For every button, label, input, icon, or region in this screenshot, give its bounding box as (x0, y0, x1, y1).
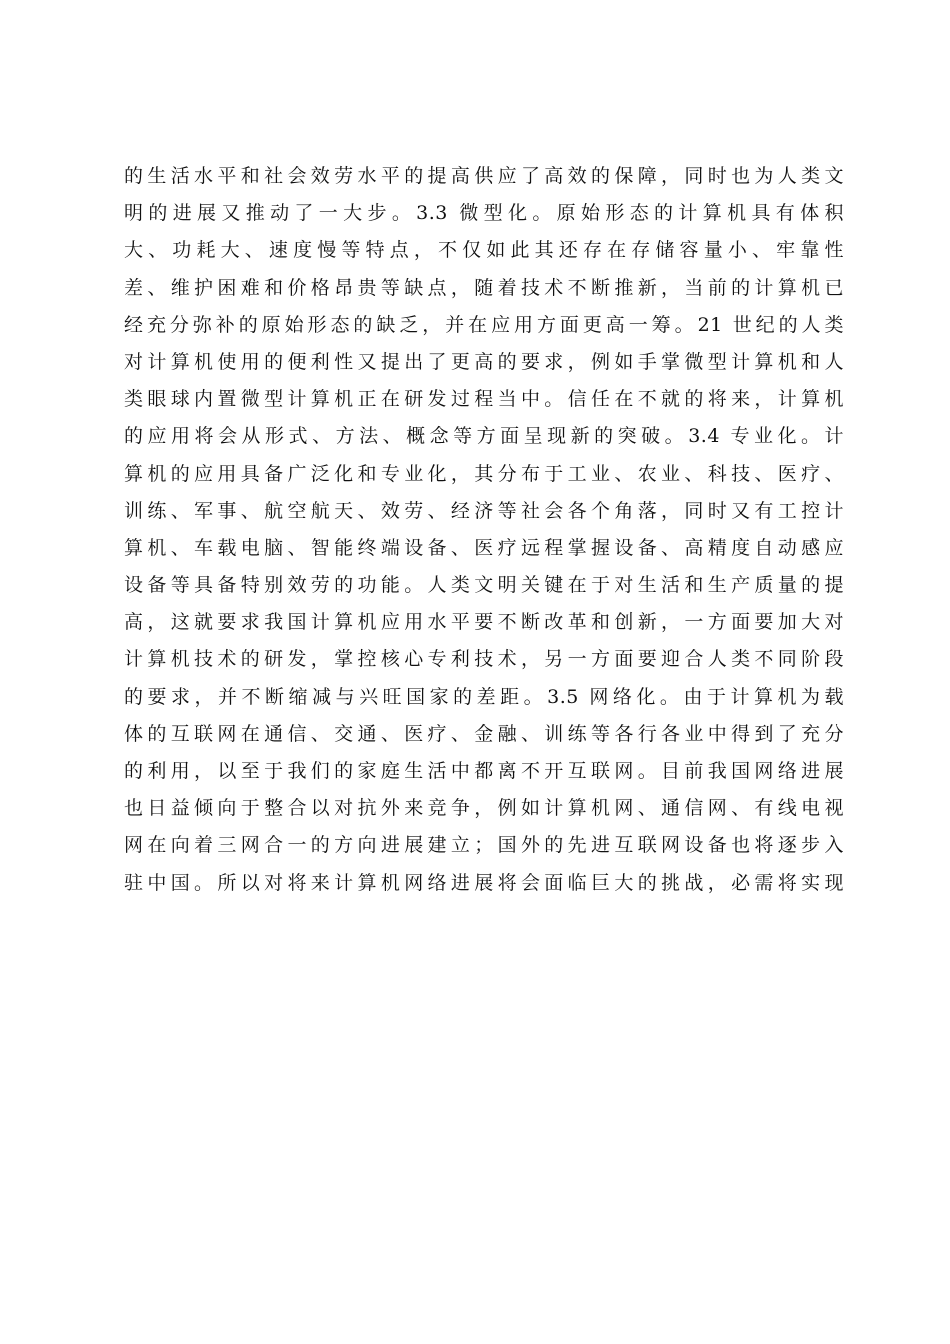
text-line: 算机、车载电脑、智能终端设备、医疗远程掌握设备、高精度自动感应 (124, 536, 844, 559)
text-line: 体的互联网在通信、交通、医疗、金融、训练等各行各业中得到了充分 (124, 722, 844, 745)
text-line: 训练、军事、航空航天、效劳、经济等社会各个角落，同时又有工控计 (124, 499, 844, 522)
text-line: 设备等具备特别效劳的功能。人类文明关键在于对生活和生产质量的提 (124, 574, 844, 597)
text-line: 差、维护困难和价格昂贵等缺点，随着技术不断推新，当前的计算机已 (124, 276, 844, 299)
text-line: 的要求，并不断缩减与兴旺国家的差距。3.5 网络化。由于计算机为载 (124, 685, 844, 708)
text-line: 驻中国。所以对将来计算机网络进展将会面临巨大的挑战，必需将实现 (124, 871, 844, 894)
text-line: 的生活水平和社会效劳水平的提高供应了高效的保障，同时也为人类文 (124, 165, 844, 187)
text-line: 对计算机使用的便利性又提出了更高的要求，例如手掌微型计算机和人 (124, 350, 844, 373)
text-line: 也日益倾向于整合以对抗外来竞争，例如计算机网、通信网、有线电视 (124, 797, 844, 820)
text-line: 高，这就要求我国计算机应用水平要不断改革和创新，一方面要加大对 (124, 611, 844, 634)
text-line: 计算机技术的研发，掌控核心专利技术，另一方面要迎合人类不同阶段 (124, 648, 844, 671)
text-line: 的应用将会从形式、方法、概念等方面呈现新的突破。3.4 专业化。计 (124, 425, 844, 448)
body-text (124, 158, 844, 902)
text-line: 经充分弥补的原始形态的缺乏，并在应用方面更高一筹。21 世纪的人类 (124, 313, 844, 336)
text-line: 算机的应用具备广泛化和专业化，其分布于工业、农业、科技、医疗、 (124, 462, 844, 485)
text-line: 网在向着三网合一的方向进展建立；国外的先进互联网设备也将逐步入 (124, 834, 844, 857)
text-line: 明的进展又推动了一大步。3.3 微型化。原始形态的计算机具有体积 (124, 202, 844, 225)
text-line: 的利用，以至于我们的家庭生活中都离不开互联网。目前我国网络进展 (124, 760, 844, 782)
text-line: 类眼球内置微型计算机正在研发过程当中。信任在不就的将来，计算机 (124, 388, 844, 411)
text-line: 大、功耗大、速度慢等特点，不仅如此其还存在存储容量小、牢靠性 (124, 239, 844, 262)
